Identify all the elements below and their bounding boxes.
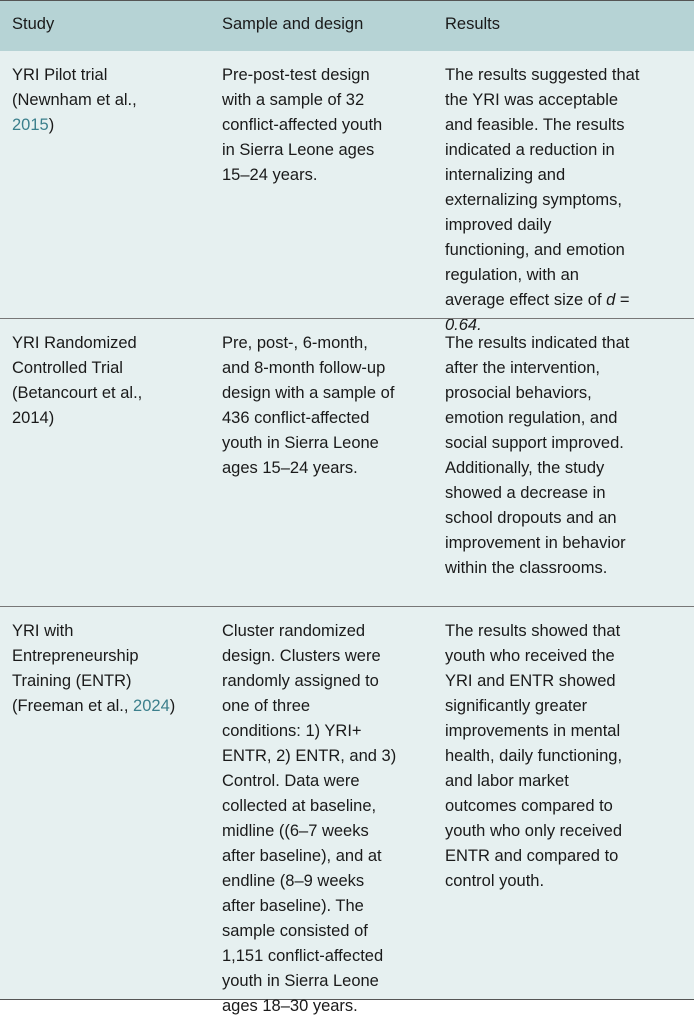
- cell-line: [445, 163, 639, 188]
- cell-line: [445, 719, 622, 744]
- cell-line: [445, 406, 629, 431]
- cell-text: control youth.: [445, 872, 545, 890]
- cell-line: [445, 63, 639, 88]
- cell-line: [445, 213, 639, 238]
- cell-line: [445, 794, 622, 819]
- cell-text: Control. Data were: [222, 772, 360, 790]
- cell-text: after baseline). The: [222, 897, 364, 915]
- cell-line: [445, 431, 629, 456]
- cell-text: school dropouts and an: [445, 509, 617, 527]
- study-cell: [12, 63, 137, 138]
- cell-line: [445, 113, 639, 138]
- cell-line: [445, 744, 622, 769]
- cell-text: social support improved.: [445, 434, 624, 452]
- cell-text: Pre, post-, 6-month,: [222, 334, 368, 352]
- cell-text: externalizing symptoms,: [445, 191, 622, 209]
- results-cell: [445, 63, 639, 338]
- cell-line: [445, 263, 639, 288]
- cell-line: [12, 331, 142, 356]
- cell-text: midline ((6–7 weeks: [222, 822, 369, 840]
- cell-line: [12, 669, 175, 694]
- cell-text: showed a decrease in: [445, 484, 606, 502]
- cell-line: [445, 819, 622, 844]
- cell-text: outcomes compared to: [445, 797, 613, 815]
- cell-text: Cluster randomized: [222, 622, 366, 640]
- cell-line: [445, 669, 622, 694]
- results-cell: [445, 331, 629, 581]
- cell-text: The results indicated that: [445, 334, 630, 352]
- cell-text: (Newnham et al.,: [12, 91, 137, 109]
- cell-text: d: [606, 291, 616, 309]
- cell-text: prosocial behaviors,: [445, 384, 592, 402]
- cell-text: Pre-post-test design: [222, 66, 370, 84]
- cell-text: within the classrooms.: [445, 559, 608, 577]
- cell-line: [222, 356, 394, 381]
- cell-line: [222, 694, 396, 719]
- cell-line: [222, 869, 396, 894]
- cell-line: [222, 744, 396, 769]
- cell-text: ages 15–24 years.: [222, 459, 358, 477]
- cell-text: after the intervention,: [445, 359, 601, 377]
- cell-line: [222, 819, 396, 844]
- cell-line: [12, 63, 137, 88]
- cell-line: [222, 113, 382, 138]
- cell-text: YRI and ENTR showed: [445, 672, 616, 690]
- cell-line: [445, 844, 622, 869]
- table-row: [0, 606, 694, 1015]
- study-cell: [12, 331, 142, 431]
- cell-text: The results showed that: [445, 622, 621, 640]
- cell-text: average effect size of: [445, 291, 607, 309]
- cell-text: emotion regulation, and: [445, 409, 618, 427]
- cell-text: indicated a reduction in: [445, 141, 615, 159]
- cell-line: [445, 288, 639, 313]
- cell-text: endline (8–9 weeks: [222, 872, 365, 890]
- cell-line: [12, 356, 142, 381]
- header-results: Results: [445, 15, 501, 33]
- cell-line: [445, 694, 622, 719]
- results-cell: [445, 619, 622, 894]
- cell-text: significantly greater: [445, 697, 588, 715]
- cell-line: [222, 331, 394, 356]
- cell-text: improvements in mental: [445, 722, 621, 740]
- table-row: [0, 318, 694, 606]
- cell-line: [12, 406, 142, 431]
- cell-line: [222, 719, 396, 744]
- cell-line: [222, 969, 396, 994]
- cell-line: [12, 113, 137, 138]
- cell-text: Controlled Trial: [12, 359, 123, 377]
- cell-text: 0.64.: [445, 316, 482, 334]
- cell-line: [445, 644, 622, 669]
- cell-text: ages 18–30 years.: [222, 997, 358, 1015]
- cell-line: [222, 63, 382, 88]
- cell-line: [222, 919, 396, 944]
- cell-line: [445, 88, 639, 113]
- cell-text: The results suggested that: [445, 66, 640, 84]
- cell-text: regulation, with an: [445, 266, 579, 284]
- sample-design-cell: [222, 63, 382, 188]
- cell-line: [222, 769, 396, 794]
- cell-text: youth in Sierra Leone: [222, 434, 379, 452]
- header-study: Study: [12, 15, 55, 33]
- cell-text: randomly assigned to: [222, 672, 379, 690]
- cell-text: 15–24 years.: [222, 166, 318, 184]
- cell-line: [12, 619, 175, 644]
- cell-line: [12, 694, 175, 719]
- cell-line: [445, 556, 629, 581]
- cell-text: ): [48, 116, 55, 134]
- cell-text: collected at baseline,: [222, 797, 377, 815]
- cell-text: ): [169, 697, 176, 715]
- cell-line: [222, 994, 396, 1019]
- cell-line: [12, 88, 137, 113]
- cell-text: =: [615, 291, 630, 309]
- cell-text: conflict-affected youth: [222, 116, 383, 134]
- study-cell: [12, 619, 175, 719]
- cell-text: and labor market: [445, 772, 569, 790]
- cell-line: [12, 644, 175, 669]
- cell-line: [222, 138, 382, 163]
- table-row: [0, 51, 694, 334]
- cell-line: [445, 238, 639, 263]
- cell-text: functioning, and emotion: [445, 241, 625, 259]
- cell-line: [12, 381, 142, 406]
- cell-text: youth in Sierra Leone: [222, 972, 379, 990]
- cell-line: [222, 944, 396, 969]
- cell-line: [222, 88, 382, 113]
- cell-text: youth who received the: [445, 647, 615, 665]
- cell-text: YRI with: [12, 622, 74, 640]
- table-header: [0, 0, 694, 52]
- cell-line: [445, 769, 622, 794]
- cell-text: design with a sample of: [222, 384, 395, 402]
- sample-design-cell: [222, 331, 394, 481]
- cell-text: ENTR, 2) ENTR, and 3): [222, 747, 397, 765]
- cell-line: [445, 188, 639, 213]
- cell-text: one of three: [222, 697, 311, 715]
- cell-text: with a sample of 32: [222, 91, 365, 109]
- cell-line: [445, 331, 629, 356]
- cell-line: [222, 669, 396, 694]
- cell-text: and feasible. The results: [445, 116, 625, 134]
- header-sample-and-design: Sample and design: [222, 15, 364, 33]
- cell-text: sample consisted of: [222, 922, 368, 940]
- cell-text: (Freeman et al.,: [12, 697, 134, 715]
- cell-text: 2014): [12, 409, 55, 427]
- cell-text: improvement in behavior: [445, 534, 626, 552]
- cell-line: [445, 138, 639, 163]
- cell-text: YRI Pilot trial: [12, 66, 108, 84]
- cell-line: [222, 794, 396, 819]
- cell-line: [445, 619, 622, 644]
- cell-text: internalizing and: [445, 166, 566, 184]
- cell-line: [222, 644, 396, 669]
- sample-design-cell: [222, 619, 396, 1019]
- cell-text: and 8-month follow-up: [222, 359, 386, 377]
- cell-line: [222, 456, 394, 481]
- cell-text: Entrepreneurship: [12, 647, 139, 665]
- cell-text: Additionally, the study: [445, 459, 605, 477]
- cell-text: Training (ENTR): [12, 672, 132, 690]
- cell-text: the YRI was acceptable: [445, 91, 619, 109]
- cell-line: [445, 381, 629, 406]
- citation-year-link[interactable]: 2024: [133, 697, 170, 715]
- table-body: [0, 51, 694, 1015]
- cell-line: [222, 844, 396, 869]
- cell-text: youth who only received: [445, 822, 623, 840]
- cell-text: YRI Randomized: [12, 334, 137, 352]
- cell-line: [445, 456, 629, 481]
- cell-line: [222, 163, 382, 188]
- cell-text: improved daily: [445, 216, 552, 234]
- cell-line: [445, 356, 629, 381]
- cell-text: 436 conflict-affected: [222, 409, 370, 427]
- cell-line: [222, 381, 394, 406]
- cell-text: in Sierra Leone ages: [222, 141, 375, 159]
- citation-year-link[interactable]: 2015: [12, 116, 49, 134]
- cell-line: [445, 481, 629, 506]
- cell-text: design. Clusters were: [222, 647, 381, 665]
- cell-line: [222, 406, 394, 431]
- cell-line: [445, 869, 622, 894]
- cell-line: [222, 431, 394, 456]
- cell-line: [445, 506, 629, 531]
- cell-line: [445, 531, 629, 556]
- cell-line: [222, 894, 396, 919]
- cell-line: [222, 619, 396, 644]
- cell-text: after baseline), and at: [222, 847, 382, 865]
- cell-text: health, daily functioning,: [445, 747, 623, 765]
- cell-text: ENTR and compared to: [445, 847, 619, 865]
- cell-text: (Betancourt et al.,: [12, 384, 143, 402]
- cell-text: 1,151 conflict-affected: [222, 947, 384, 965]
- cell-text: conditions: 1) YRI+: [222, 722, 362, 740]
